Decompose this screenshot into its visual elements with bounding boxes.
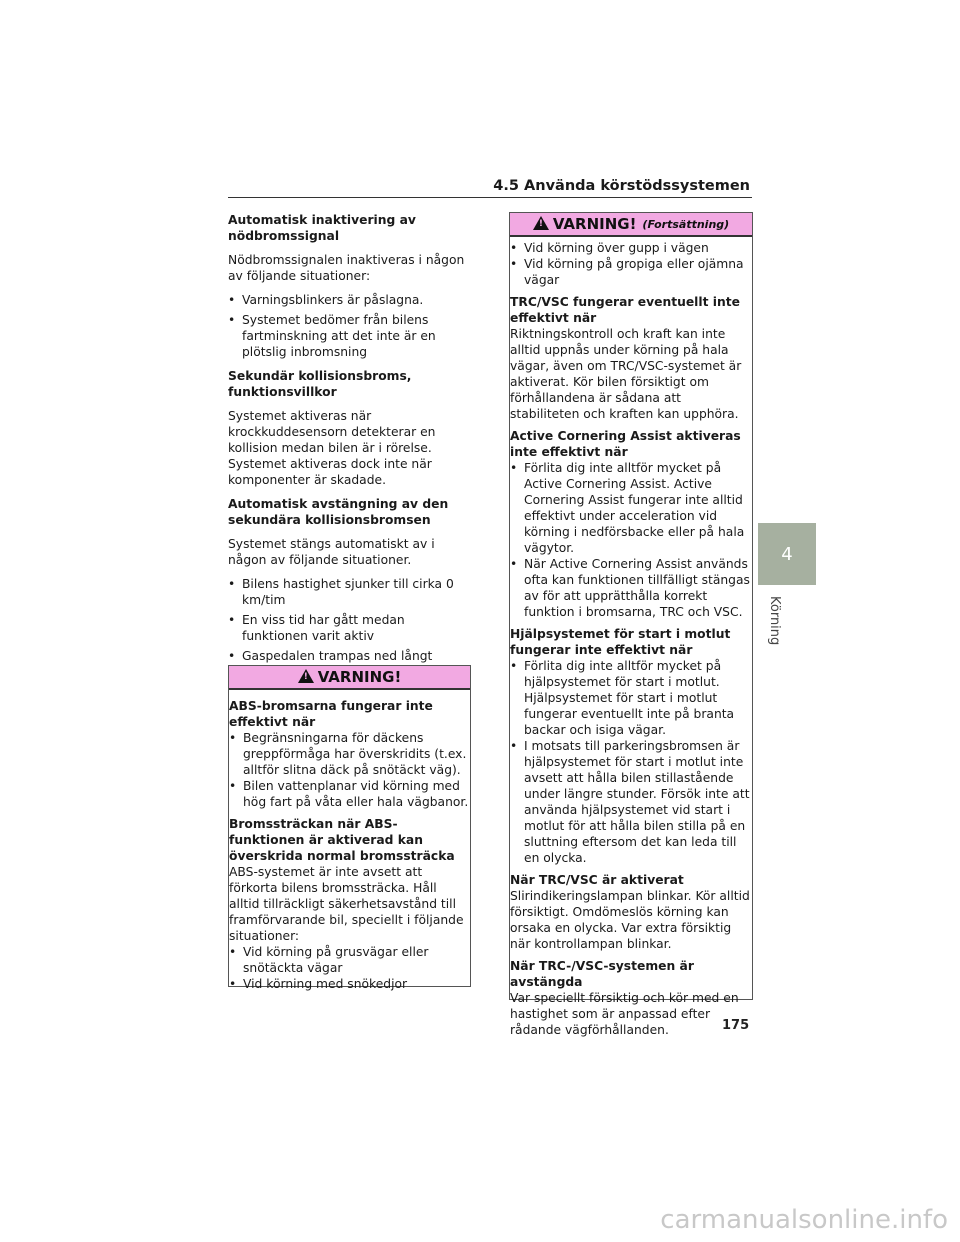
heading-nodbromssignal: Automatisk inaktivering av nödbromssignal	[228, 213, 416, 243]
warning-header	[229, 666, 470, 690]
warning-body	[229, 690, 470, 992]
header-rule	[228, 197, 752, 198]
list-item: • Bilens hastighet sjunker till cirka 0 km/tim	[228, 576, 470, 608]
list-item: • I motsats till parkeringsbromsen är hjälpsystemet för start i motlut inte avsett att hålla bilen stillastående under längre stunder. Försök inte att använda hjälpsystemet vid start i motlut för att hålla bilen stilla på en sluttning eftersom det kan leda till en olycka.	[510, 738, 752, 866]
list-item: • Förlita dig inte alltför mycket på hjälpsystemet för start i motlut. Hjälpsystemet för start i motlut fungerar eventuellt inte på branta backar och isiga vägar.	[510, 658, 752, 738]
warning-heading: Active Cornering Assist aktiveras inte effektivt när	[510, 429, 741, 459]
paragraph: Riktningskontroll och kraft kan inte alltid uppnås under körning på hala vägar, även om TRC/VSC-systemet är aktiverat. Kör bilen försiktigt om förhållandena är sådana att stabiliteten och kraften kan upphöra.	[510, 327, 742, 421]
list-item: • Bilen vattenplanar vid körning med hög fart på våta eller hala vägbanor.	[229, 778, 470, 810]
list-item: • Vid körning över gupp i vägen	[510, 240, 752, 256]
bullet-list	[510, 460, 752, 620]
paragraph: Nödbromssignalen inaktiveras i någon av följande situationer:	[228, 253, 465, 283]
heading-sekundar: Sekundär kollisionsbroms, funktionsvillkor	[228, 369, 412, 399]
section-title: 4.5 Använda körstödssystemen	[493, 178, 750, 194]
chapter-tab: 4	[758, 523, 816, 585]
list-item: • Begränsningarna för däckens greppförmåga har överskridits (t.ex. alltför slitna däck på snötäckt väg).	[229, 730, 470, 778]
paragraph: Systemet stängs automatiskt av i någon av följande situationer.	[228, 537, 435, 567]
list-item: • Varningsblinkers är påslagna.	[228, 292, 470, 308]
bullet-list	[229, 944, 470, 992]
warning-box-left	[228, 665, 471, 991]
list-item: • Vid körning på grusvägar eller snötäckta vägar	[229, 944, 470, 976]
bullet-list	[228, 576, 470, 664]
continuation-label: (Fortsättning)	[642, 217, 730, 231]
chapter-label: Körning	[767, 596, 782, 646]
warning-heading: När TRC/VSC är aktiverat	[510, 873, 684, 887]
heading-avstangning: Automatisk avstängning av den sekundära kollisionsbromsen	[228, 497, 449, 527]
bullet-list	[228, 292, 470, 360]
list-item: • Gaspedalen trampas ned långt	[228, 648, 470, 664]
warning-header	[510, 213, 752, 237]
warning-heading: Bromssträckan när ABS-funktionen är aktiverad kan överskrida normal bromssträcka	[229, 817, 455, 863]
paragraph: Systemet aktiveras när krockkuddesensorn detekterar en kollision medan bilen är i rörelse. Systemet aktiveras dock inte när komponenter är skadade.	[228, 409, 436, 487]
paragraph: Var speciellt försiktig och kör med en hastighet som är anpassad efter rådande vägförhållanden.	[510, 991, 739, 1037]
page-number: 175	[722, 1018, 750, 1033]
paragraph: ABS-systemet är inte avsett att förkorta bilens bromssträcka. Håll alltid tillräckligt säkerhetsavstånd till framförvarande bil, speciellt i följande situationer:	[229, 865, 464, 943]
list-item: • Förlita dig inte alltför mycket på Active Cornering Assist. Active Cornering Assist fungerar inte alltid effektivt under acceleration vid körning i nedförsbacke eller på hala vägytor.	[510, 460, 752, 556]
warning-title: VARNING!	[317, 668, 402, 686]
bullet-list	[510, 240, 752, 288]
paragraph: Slirindikeringslampan blinkar. Kör alltid försiktigt. Omdömeslös körning kan orsaka en olycka. Var extra försiktig när kontrollampan blinkar.	[510, 889, 750, 951]
left-column	[228, 212, 470, 672]
list-item: • Systemet bedömer från bilens fartminskning att det inte är en plötslig inbromsning	[228, 312, 470, 360]
bullet-list	[510, 658, 752, 866]
warning-icon	[298, 669, 314, 683]
warning-body	[510, 237, 752, 1038]
list-item: • Vid körning med snökedjor	[229, 976, 470, 992]
warning-heading: ABS-bromsarna fungerar inte effektivt när	[229, 699, 433, 729]
warning-heading: När TRC-/VSC-systemen är avstängda	[510, 959, 694, 989]
bullet-list	[229, 730, 470, 810]
warning-heading: Hjälpsystemet för start i motlut fungerar inte effektivt när	[510, 627, 731, 657]
watermark: carmanualsonline.info	[660, 1205, 948, 1235]
warning-title: VARNING!	[552, 215, 637, 233]
warning-heading: TRC/VSC fungerar eventuellt inte effektivt när	[510, 295, 740, 325]
list-item: • En viss tid har gått medan funktionen varit aktiv	[228, 612, 470, 644]
list-item: • När Active Cornering Assist används ofta kan funktionen tillfälligt stängas av för att upprätthålla korrekt funktion i bromsarna, TRC och VSC.	[510, 556, 752, 620]
warning-icon	[533, 216, 549, 230]
list-item: • Vid körning på gropiga eller ojämna vägar	[510, 256, 752, 288]
